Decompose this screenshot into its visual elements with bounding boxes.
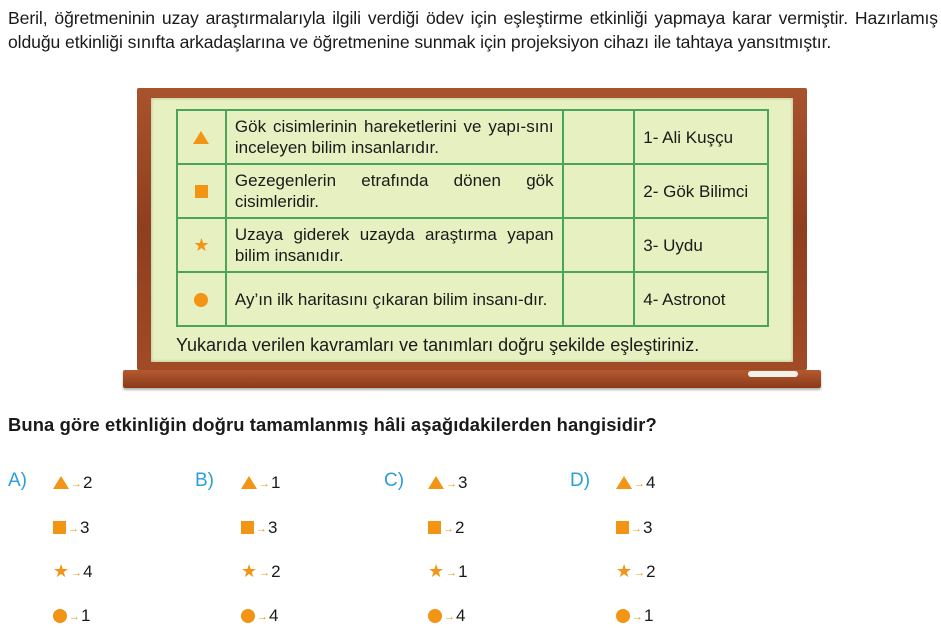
table-row (177, 218, 768, 272)
circle-pair: →4 (428, 606, 465, 626)
circle-pair: →4 (241, 606, 278, 626)
triangle-pair: →1 (241, 473, 280, 493)
question-text: Buna göre etkinliğin doğru tamamlanmış hâli aşağıdakilerden hangisidir? (8, 414, 657, 435)
matching-table (176, 109, 769, 327)
arrow-icon: → (443, 522, 454, 535)
definition-cell: Gök cisimlerinin hareketlerini ve yapı-sını inceleyen bilim insanlarıdır. (226, 110, 563, 164)
arrow-icon: → (634, 477, 645, 490)
definition-cell: Ay’ın ilk haritasını çıkaran bilim insanı-dır. (226, 272, 563, 326)
triangle-icon (53, 476, 69, 489)
square-pair: →3 (241, 518, 277, 538)
circle-icon (428, 609, 442, 623)
arrow-icon: → (256, 522, 267, 535)
star-pair: ★ →2 (616, 561, 656, 581)
intro-paragraph: Beril, öğretmeninin uzay araştırmalarıyla ilgili verdiği ödev için eşleştirme etkinliği yapmaya karar vermiştir. Hazırlamış olduğu etkinliği sınıfta arkadaşlarına ve öğretmenine sunmak için projeksiyon cihazı ile tahtaya yansıtmıştır. (8, 8, 938, 52)
triangle-icon (616, 476, 632, 489)
triangle-icon (177, 110, 226, 164)
definition-cell: Gezegenlerin etrafında dönen gök cisimleridir. (226, 164, 563, 218)
square-icon (428, 521, 441, 534)
arrow-icon: → (634, 566, 646, 579)
arrow-icon: → (68, 522, 79, 535)
triangle-pair: →4 (616, 473, 655, 493)
arrow-icon: → (631, 522, 642, 535)
arrow-icon: → (446, 566, 458, 579)
square-pair: →3 (53, 518, 89, 538)
board-instruction: Yukarıda verilen kavramları ve tanımları doğru şekilde eşleştiriniz. (176, 335, 700, 355)
option-letter: A) (8, 470, 27, 491)
arrow-icon: → (71, 566, 83, 579)
arrow-icon: → (71, 477, 82, 490)
definition-cell: Uzaya giderek uzayda araştırma yapan bilim insanıdır. (226, 218, 563, 272)
answer-blank (563, 272, 635, 326)
answer-blank (563, 110, 635, 164)
table-row (177, 272, 768, 326)
star-icon: ★ (616, 561, 633, 581)
triangle-icon (428, 476, 444, 489)
star-icon: ★ (241, 561, 258, 581)
arrow-icon: → (257, 610, 268, 623)
triangle-pair: →3 (428, 473, 467, 493)
star-pair: ★ →1 (428, 561, 468, 581)
table-row (177, 164, 768, 218)
triangle-icon (241, 476, 257, 489)
circle-icon (53, 609, 67, 623)
chalk-piece (748, 371, 798, 377)
triangle-pair: →2 (53, 473, 92, 493)
chalkboard-ledge (123, 370, 821, 388)
term-cell: 2- Gök Bilimci (634, 164, 768, 218)
square-pair: →3 (616, 518, 652, 538)
star-icon: ★ (177, 218, 226, 272)
answer-blank (563, 218, 635, 272)
option-letter: C) (384, 470, 405, 491)
circle-icon (177, 272, 226, 326)
arrow-icon: → (259, 566, 271, 579)
square-icon (241, 521, 254, 534)
star-pair: ★ →2 (241, 561, 281, 581)
arrow-icon: → (446, 477, 457, 490)
option-letter: B) (195, 470, 214, 491)
star-pair: ★ →4 (53, 561, 93, 581)
arrow-icon: → (69, 610, 80, 623)
star-icon: ★ (53, 561, 70, 581)
circle-pair: →1 (616, 606, 653, 626)
circle-icon (241, 609, 255, 623)
arrow-icon: → (632, 610, 643, 623)
circle-icon (616, 609, 630, 623)
square-icon (53, 521, 66, 534)
square-pair: →2 (428, 518, 464, 538)
term-cell: 4- Astronot (634, 272, 768, 326)
answer-blank (563, 164, 635, 218)
term-cell: 1- Ali Kuşçu (634, 110, 768, 164)
square-icon (177, 164, 226, 218)
option-letter: D) (570, 470, 591, 491)
circle-pair: →1 (53, 606, 90, 626)
arrow-icon: → (444, 610, 455, 623)
term-cell: 3- Uydu (634, 218, 768, 272)
square-icon (616, 521, 629, 534)
table-row (177, 110, 768, 164)
arrow-icon: → (259, 477, 270, 490)
star-icon: ★ (428, 561, 445, 581)
